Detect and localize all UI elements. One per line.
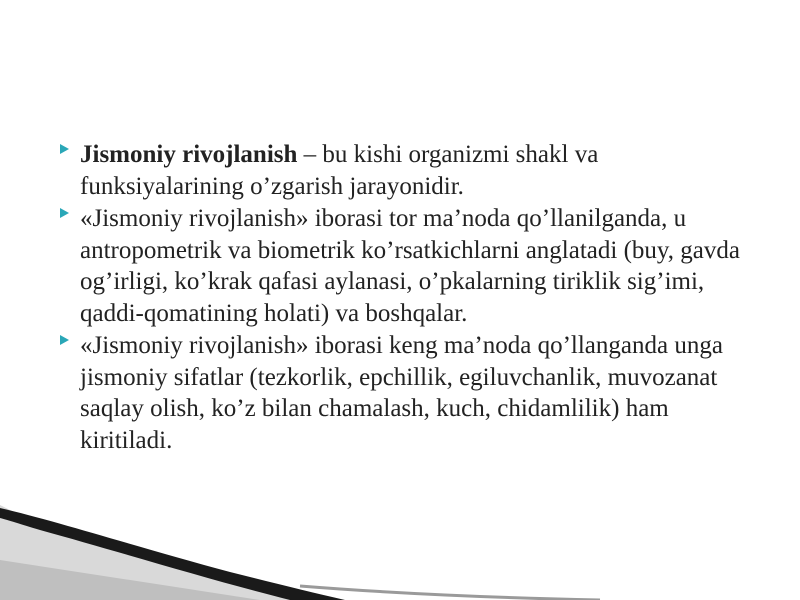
bullet-body: «Jismoniy rivojlanish» iborasi keng ma’noda qo’llanganda unga jismoniy sifatlar (tezkorlik, epchillik, egiluvchanlik, muvozanat saqlay olish, ko’z bilan chamalash, kuch, chidamlilik) ham kiritiladi. [80,332,723,454]
bullet-text [80,205,740,327]
bullet-text [80,332,723,454]
bullet-arrow-icon [60,144,69,154]
swoosh-thin-line [300,586,600,600]
bullet-body: «Jismoniy rivojlanish» iborasi tor ma’noda qo’llanilganda, u antropometrik va biometrik ko’rsatkichlarni anglatadi (buy, gavda og’irligi, ko’krak qafasi aylanasi, o’pkalarning tiriklik sig’imi, qaddi-qomatining holati) va boshqalar. [80,205,740,327]
bullet-item-3 [60,330,750,456]
bullet-item-1 [60,139,750,202]
swoosh-gray-band [0,505,300,600]
bullet-arrow-icon [60,335,69,345]
swoosh-gray-band-light [0,540,260,600]
swoosh-dark-band [0,508,345,600]
bullet-body: – bu kishi organizmi shakl va funksiyalarining o’zgarish jarayonidir. [80,141,599,200]
bullet-item-2 [60,203,750,329]
bullet-text [80,141,598,200]
bullet-arrow-icon [60,208,69,218]
bullet-bold-term: Jismoniy rivojlanish [80,141,298,168]
bullet-list [60,139,750,457]
